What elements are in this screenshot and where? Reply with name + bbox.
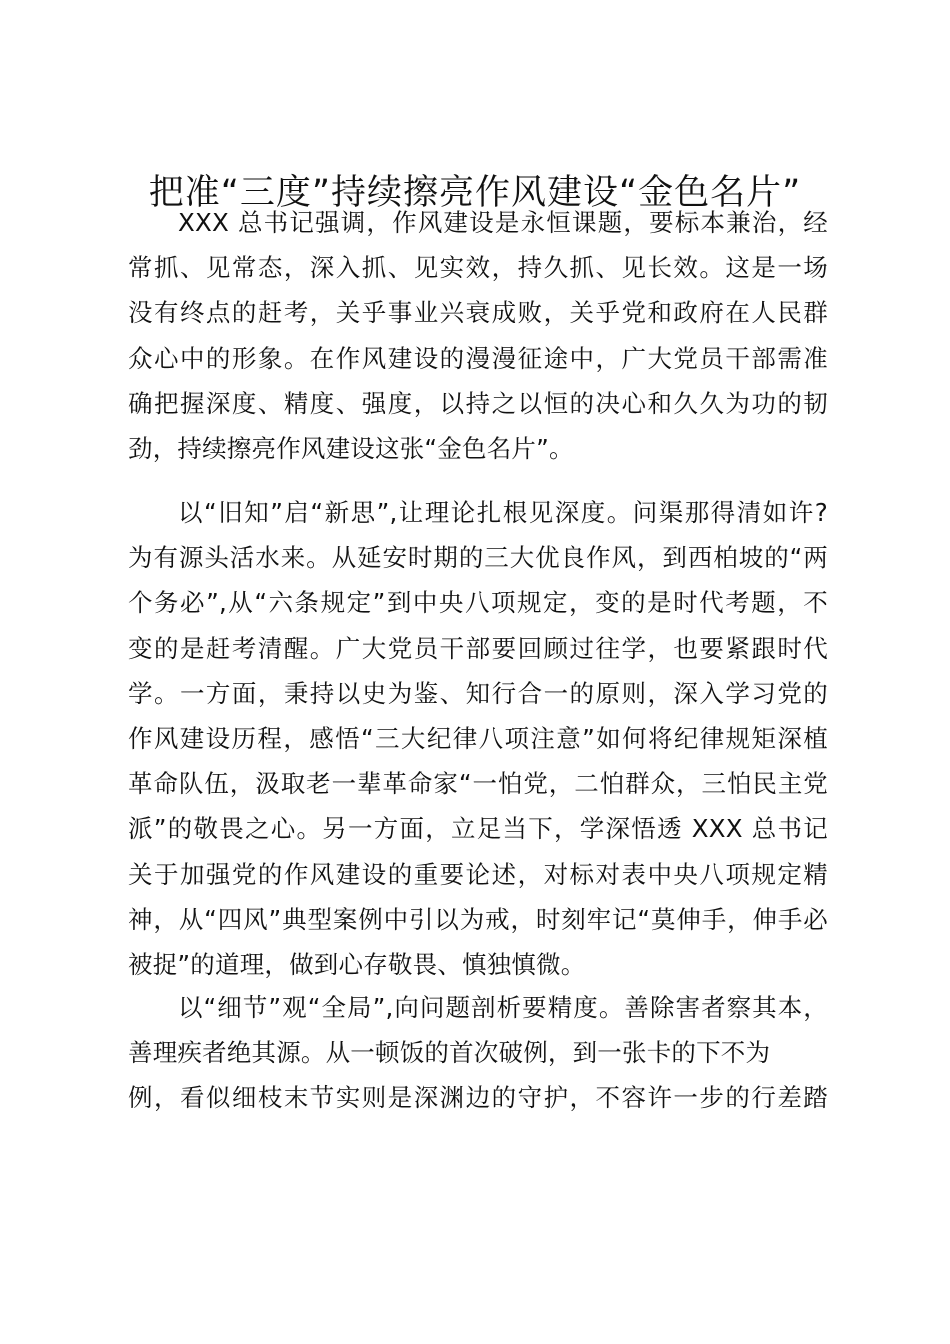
text-line: 个务必”,从“六条规定”到中央八项规定，变的是时代考题，不 — [128, 588, 828, 618]
text-line: 被捉”的道理，做到心存敬畏、慎独慎微。 — [128, 949, 586, 979]
text-line: 为有源头活水来。从延安时期的三大优良作风，到西柏坡的“两 — [128, 543, 828, 573]
paragraph-1 — [128, 200, 828, 471]
text-line: 确把握深度、精度、强度，以持之以恒的决心和久久为功的韧 — [128, 388, 828, 418]
text-line: 以“细节”观“全局”,向问题剖析要精度。善除害者察其本， — [178, 993, 828, 1022]
text-line: 神，从“四风”典型案例中引以为戒，时刻牢记“莫伸手，伸手必 — [128, 904, 828, 934]
text-line: 善理疾者绝其源。从一顿饭的首次破例，到一张卡的下不为 — [128, 1038, 771, 1068]
text-line: 作风建设历程，感悟“三大纪律八项注意”如何将纪律规矩深植 — [128, 723, 828, 753]
text-line: 例，看似细枝末节实则是深渊边的守护，不容许一步的行差踏 — [128, 1083, 828, 1113]
paragraph-2 — [128, 490, 828, 987]
text-line: 劲，持续擦亮作风建设这张“金色名片”。 — [128, 433, 574, 463]
paragraph-3 — [128, 985, 828, 1121]
text-line: 学。一方面，秉持以史为鉴、知行合一的原则，深入学习党的 — [128, 678, 828, 708]
text-line: 派”的敬畏之心。另一方面，立足当下，学深悟透 XXX 总书记 — [128, 814, 828, 844]
text-line: XXX 总书记强调，作风建设是永恒课题，要标本兼治，经 — [178, 208, 828, 237]
text-line: 没有终点的赶考，关乎事业兴衰成败，关乎党和政府在人民群 — [128, 298, 828, 328]
text-line: 关于加强党的作风建设的重要论述，对标对表中央八项规定精 — [128, 859, 828, 889]
text-line: 以“旧知”启“新思”,让理论扎根见深度。问渠那得清如许? — [178, 498, 828, 527]
document-title: 把准“三度”持续擦亮作风建设“金色名片” — [148, 173, 802, 213]
text-line: 革命队伍，汲取老一辈革命家“一怕党，二怕群众，三怕民主党 — [128, 769, 828, 799]
text-line: 常抓、见常态，深入抓、见实效，持久抓、见长效。这是一场 — [128, 253, 828, 283]
text-line: 众心中的形象。在作风建设的漫漫征途中，广大党员干部需准 — [128, 343, 828, 373]
text-line: 变的是赶考清醒。广大党员干部要回顾过往学，也要紧跟时代 — [128, 633, 828, 663]
